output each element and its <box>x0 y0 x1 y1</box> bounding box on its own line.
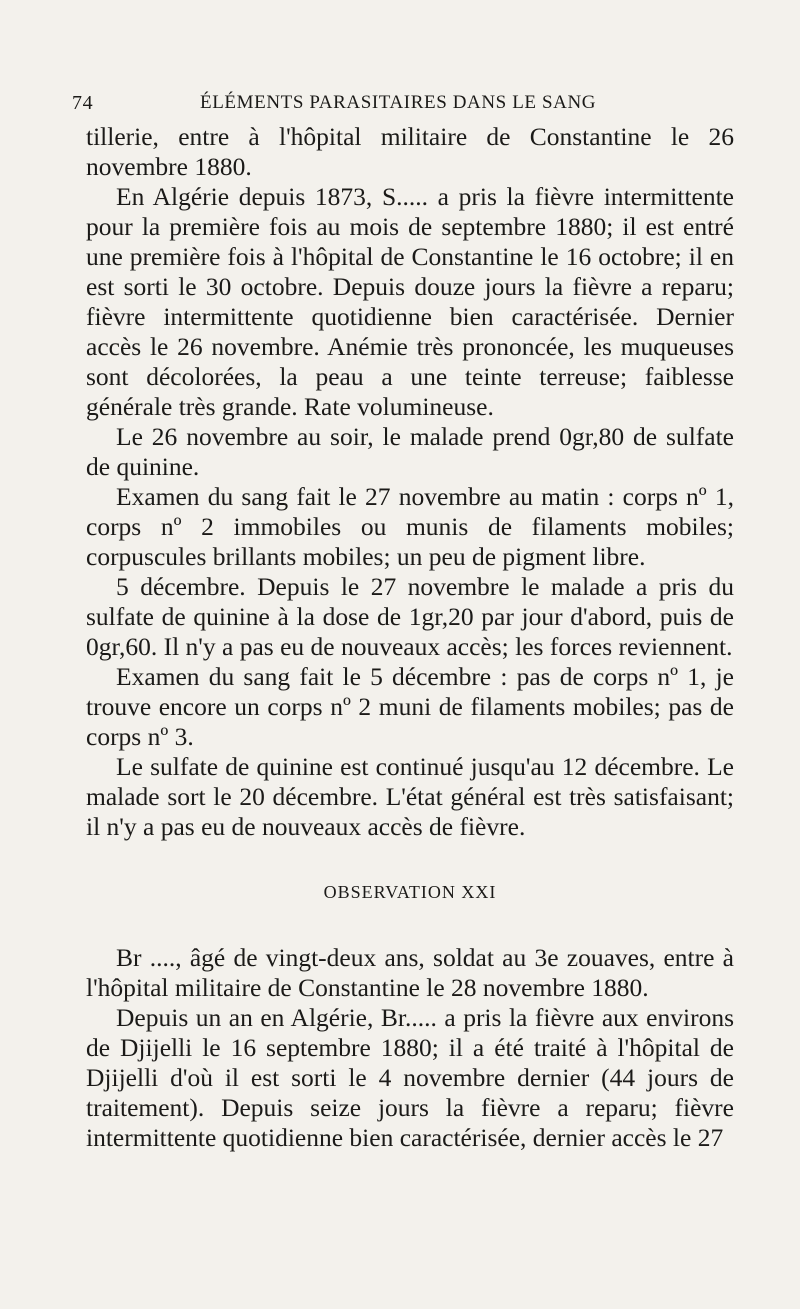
section-heading: OBSERVATION XXI <box>323 882 497 902</box>
paragraph: Le 26 novembre au soir, le malade prend 0gr,80 de sulfate de quinine. <box>86 422 734 481</box>
paragraph: En Algérie depuis 1873, S..... a pris la fièvre intermittente pour la première fois au mois de septembre 1880; il est entré une première fois à l'hôpital de Constantine le 16 octobre; il en est sorti le 30 octobre. Depuis douze jours la fièvre a reparu; fièvre intermittente quotidienne bien caractérisée. Dernier accès le 26 novembre. Anémie très prononcée, les muqueuses sont décolorées, la peau a une teinte terreuse; faiblesse générale très grande. Rate volumineuse. <box>86 182 734 421</box>
running-title: ÉLÉMENTS PARASITAIRES DANS LE SANG <box>200 92 597 113</box>
paragraph: Br ...., âgé de vingt-deux ans, soldat au 3e zouaves, entre à l'hôpital militaire de Constantine le 28 novembre 1880. <box>86 943 734 1002</box>
paragraph: Examen du sang fait le 5 décembre : pas de corps nº 1, je trouve encore un corps nº 2 muni de filaments mobiles; pas de corps nº 3. <box>86 662 734 751</box>
paragraph: Examen du sang fait le 27 novembre au matin : corps nº 1, corps nº 2 immobiles ou munis de filaments mobiles; corpuscules brillants mobiles; un peu de pigment libre. <box>86 482 734 571</box>
body-text <box>86 122 734 1153</box>
paragraph: tillerie, entre à l'hôpital militaire de Constantine le 26 novembre 1880. <box>86 122 734 181</box>
page-number: 74 <box>72 92 94 114</box>
paragraph: Depuis un an en Algérie, Br..... a pris la fièvre aux environs de Djijelli le 16 septembre 1880; il a été traité à l'hôpital de Djijelli d'où il est sorti le 4 novembre dernier (44 jours de traitement). Depuis seize jours la fièvre a reparu; fièvre intermittente quotidienne bien caractérisée, dernier accès le 27 <box>86 1003 734 1152</box>
paragraph: 5 décembre. Depuis le 27 novembre le malade a pris du sulfate de quinine à la dose de 1gr,20 par jour d'abord, puis de 0gr,60. Il n'y a pas eu de nouveaux accès; les forces reviennent. <box>86 572 734 661</box>
page-header <box>72 78 734 122</box>
paragraph: Le sulfate de quinine est continué jusqu'au 12 décembre. Le malade sort le 20 décembre. L'état général est très satisfaisant; il n'y a pas eu de nouveaux accès de fièvre. <box>86 752 734 841</box>
